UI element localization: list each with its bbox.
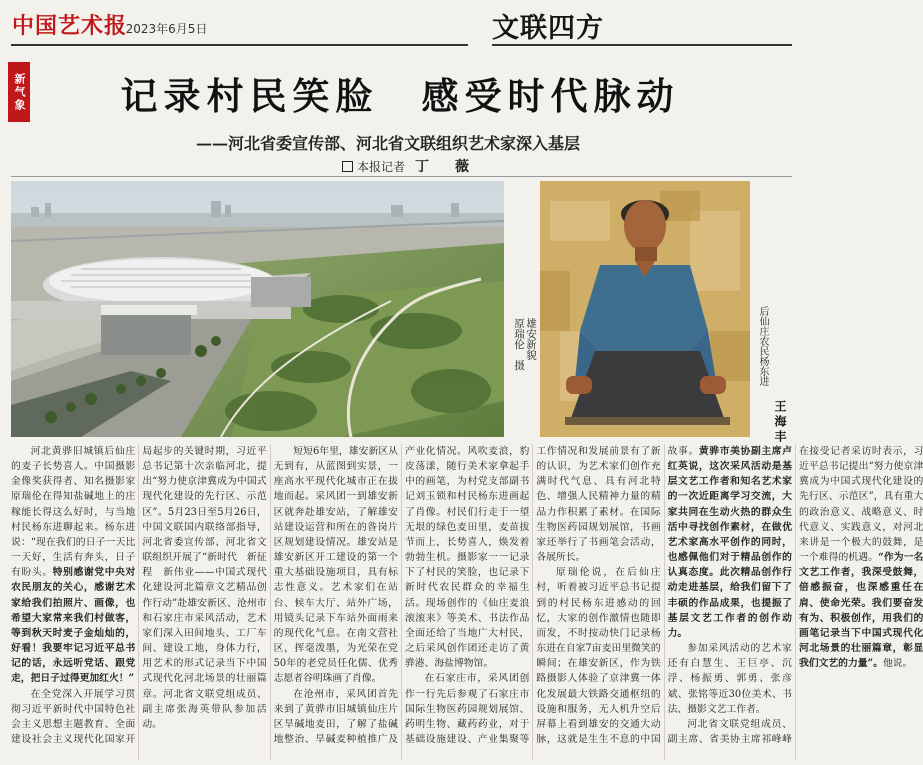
paragraph-text: 原瑞伦说，在后仙庄村，听着被习近平总书记提到的村民杨东进感动的回忆，大家的创作激情也随即而发，不时按动快门记录杨东进在自家7亩麦田里微笑的瞬间；在雄安新区，作为铁路摄影人体验了京津冀一体化发展最大铁路交通枢纽的设施和服务，无人机升空后屏幕上看到雄安的交通大动脉，这就是生生不息的中国故事。: [536, 446, 699, 745]
photo-caption: 雄安新貌: [525, 318, 537, 360]
reporter-name: 丁 薇: [415, 159, 476, 175]
masthead: [0, 0, 800, 46]
byline-prefix: 本报记者: [357, 160, 406, 174]
byline: [342, 156, 475, 176]
paragraph-text: 5月23日至5月26日，中国文联国内联络部指导，河北省委宣传部、河北省文联组织开展了“新时代 新征程 新伟业——中国式现代化建设河北篇章文艺精品创作行动”赴雄安新区、沧州市和石家庄市采风活动，艺术家们深入田间地头、工厂车间、建设工地，身体力行，用艺术的形式记录当下中国式现代化河北场景的壮丽篇章。河北省文联党组成员、副主席张海英带队参加活动。: [142, 506, 267, 730]
paragraph-text: 参加采风活动的艺术家还有白慧生、王巨亭、沉浮、杨振勇、郭勇、张彦斌、张铭等近30位美术、书法、摄影文艺工作者。: [667, 643, 792, 715]
article-paragraph: [274, 444, 398, 687]
byline-box-icon: [342, 161, 353, 172]
header-rule-right: [492, 44, 792, 46]
article-paragraph: [668, 641, 792, 717]
paragraph-text: 在全党深入开展学习贯彻习近平新时代中国特色社会主义思想主题教育、全面建设社会主义现代化国家开局起步的关键时期，习近平总书记第十次亲临河北，提出“努力使京津冀成为中国式现代化建设的先行区、示范区”。: [11, 446, 267, 745]
paragraph-text: 在沧州市，采风团首先来到了黄骅市旧城镇仙庄片区旱碱地麦田，了解了盐碱地整治、旱碱麦种植推广及产业化情况。风吹麦浪，豹皮荡漾，随行美术家拿起手中的画笔，为村党支部副书记刘玉锁和村民杨东进画起了肖像。村民们行走于一望无垠的绿色麦田里，麦苗拔节而上，长势喜人，焕发着勃勃生机。摄影家一一记录下了村民的笑脸，也记录下新时代农民群众的幸福生活。现场创作的《仙庄麦浪滚滚来》等美术、书法作品全面还给了当地广大村民，之后采风创作团还走访了黄骅港、海盐博物馆。: [273, 446, 530, 745]
photo-author: 原瑞伦 摄: [513, 318, 525, 371]
photo-credit: [509, 318, 537, 438]
headline: 记录村民笑脸 感受时代脉动: [120, 74, 680, 118]
paragraph-text: 短短6年里，雄安新区从无到有，从蓝图到实景，一座高水平现代化城市正在拔地而起。采风团一到雄安新区就奔赴雄安站，了解雄安站建设运营和所在的昝岗片区规划建设情况。雄安站是雄安新区开工建设的第一个重大基础设施项目，具有标志性意义。艺术家们在站台、候车大厅、站外广场，用镜头记录下车站外面雨来的现代化气息。在南文营社区，挥毫泼墨，为光荣在党50年的老党员任化儒、优秀志愿者谷明珠画了肖像。: [273, 446, 398, 685]
subtitle: ——河北省委宣传部、河北省文联组织艺术家深入基层: [196, 134, 581, 153]
article-paragraph: [11, 444, 135, 687]
painting-caption: 后仙庄农民杨东进: [757, 306, 768, 386]
emphasized-text: 黄骅市美协副主席卢红英说，这次采风活动是基层文艺工作者和知名艺术家的一次近距离学习交流，大家共同在生动火热的群众生活中寻找创作素材，在做优艺术家高水平创作的同时，也感佩他们对于精品创作的认真态度。此次精品创作行动走进基层，给我们留下了丰硕的作品成果，也提振了基层文艺工作者的创作动力。: [667, 446, 792, 639]
newspaper-logo: 中国艺术报: [12, 13, 128, 39]
painting-author: 王海丰: [773, 400, 787, 445]
issue-date: · 2023年6月5日: [118, 22, 208, 36]
emphasized-text: 特别感谢党中央对农民朋友的关心，感谢艺术家给我们拍照片、画像，也希望大家常来我们村做客，等到秋天时麦子金灿灿的，好看！我要牢记习近平总书记的话，永远听党话、跟党走，把日子过得更加红火！”: [11, 567, 136, 685]
section-tag: 新气象: [8, 62, 30, 122]
header-rule-left: [11, 44, 468, 46]
article-body: [11, 444, 923, 760]
paragraph-text: 河北黄骅旧城镇后仙庄的麦子长势喜人。中国摄影金像奖获得者、知名摄影家原瑞伦在得知盐碱地上的庄稼能长得这么好时，与当地村民杨东进聊起来。杨东进说：“现在我们的日子一天比一天好，生活有奔头，日子有盼头。: [11, 446, 136, 579]
emphasized-text: “作为一名文艺工作者，我深受鼓舞，倍感振奋，也深感重任在肩、使命光荣。我们要奋发有为、积极创作，用我们的画笔记录当下中国式现代化河北场景的壮丽篇章，彰显我们文艺的力量”。: [798, 552, 923, 670]
column-title: 文联四方: [492, 13, 604, 44]
paragraph-text: 在石家庄市，采风团创作一行先后参观了石家庄市国际生物医药园规划展馆、药明生物、藏药药业，对于基础设施建设、产业集聚等工作情况和发展前景有了新的认识，为艺术家们创作充满时代气息、具有河北特色、增强人民精神力量的精品力作积累了素材。在国际生物医药园规划展馆，书画家还举行了书画笔会活动，各展所长。: [404, 446, 661, 745]
paragraph-text: 他说。: [882, 658, 913, 670]
paragraph-text: 河北省文联党组成员、副主席、省美协主席祁峰峰在接受记者采访时表示，习近平总书记提出“努力使京津冀成为中国式现代化建设的先行区、示范区”，具有重大的政治意义、战略意义、时代意义、实践意义，对河北来讲是一个极大的鼓舞，是一个难得的机遇。: [667, 446, 923, 745]
villager-portrait-painting: [540, 181, 750, 437]
xiongan-station-photo: [11, 181, 504, 437]
divider: [11, 176, 792, 177]
